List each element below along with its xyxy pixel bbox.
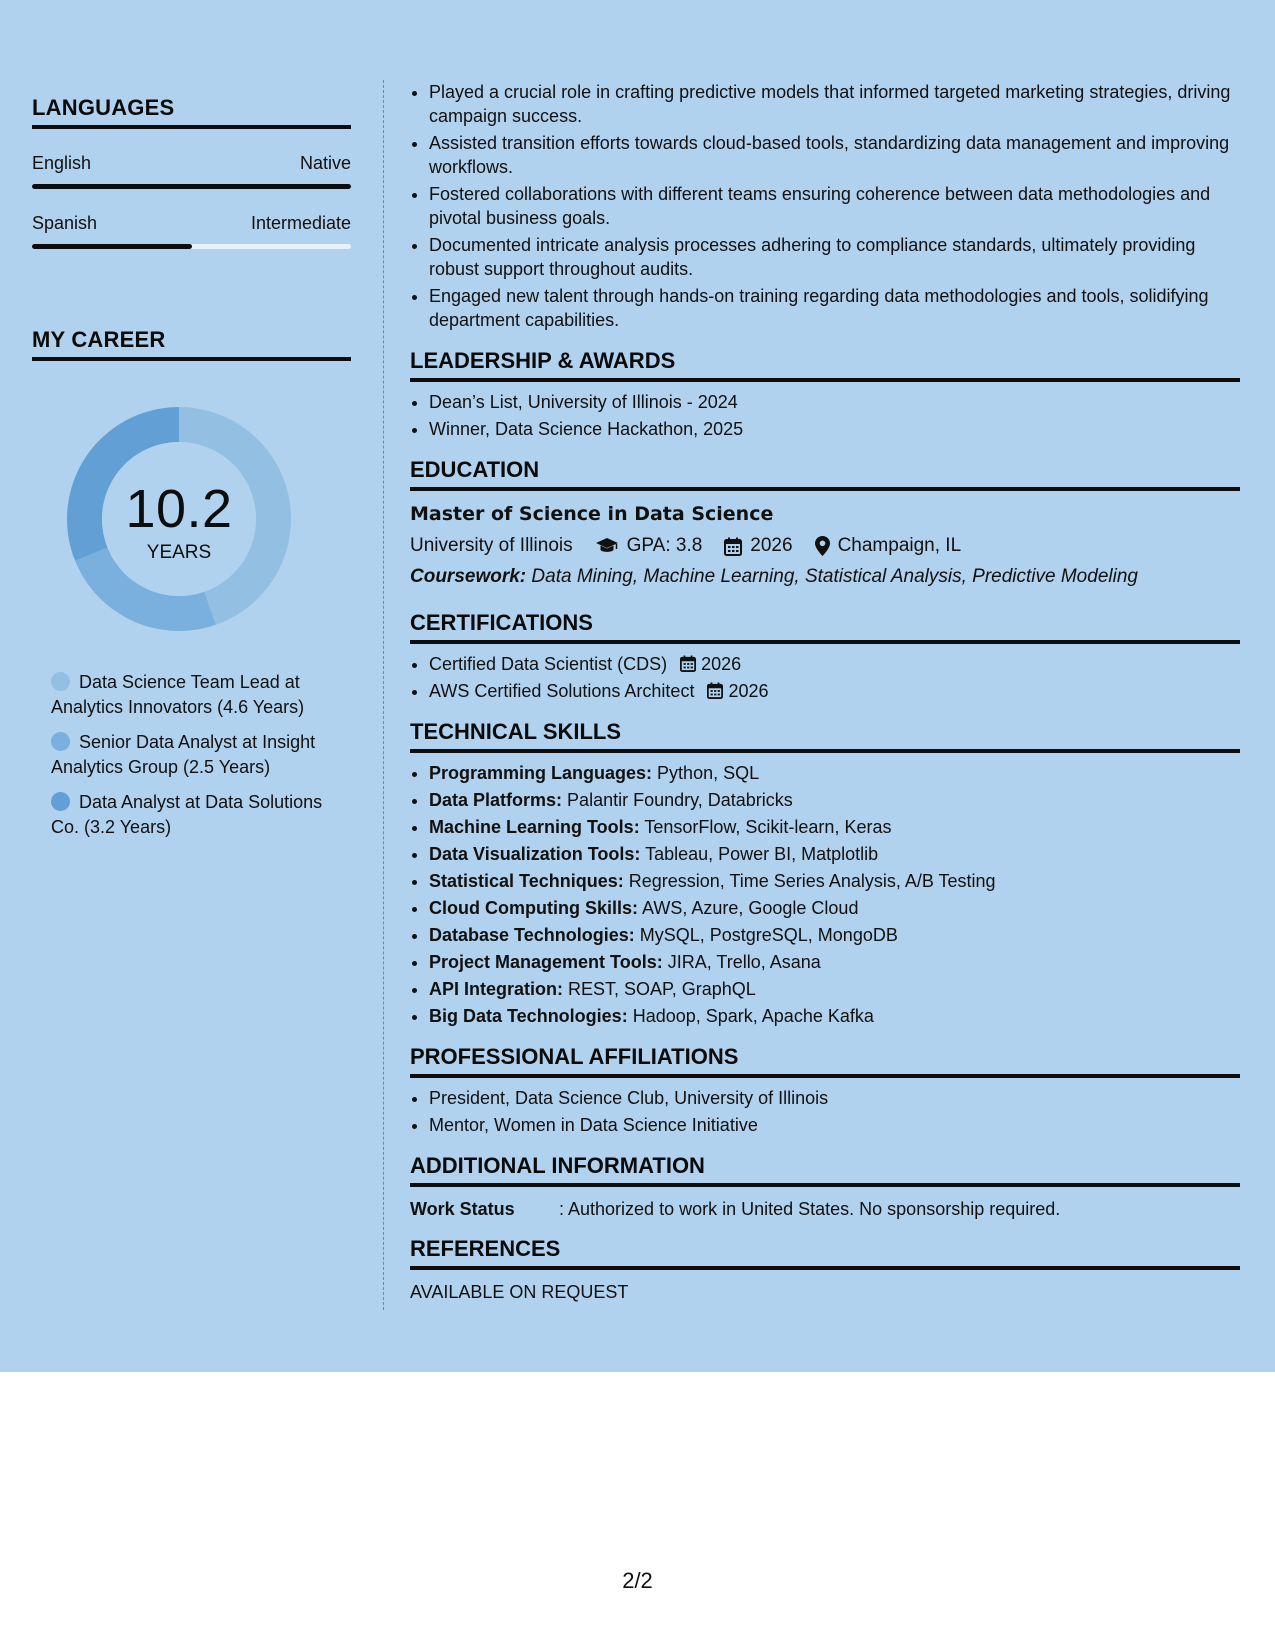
certification-year: 2026 — [728, 681, 769, 701]
skills-list — [410, 761, 1240, 1028]
legend-label: Data Science Team Lead at Analytics Innovators (4.6 Years) — [51, 672, 305, 717]
skill-label: Data Platforms: — [429, 790, 563, 810]
references-text: AVAILABLE ON REQUEST — [410, 1282, 629, 1302]
skill-item — [429, 842, 1240, 866]
coursework — [410, 566, 1240, 588]
skill-label: Big Data Technologies: — [429, 1006, 628, 1026]
skill-value: Regression, Time Series Analysis, A/B Testing — [628, 871, 996, 891]
graduation-cap-icon — [595, 537, 619, 555]
career-total-years: 10.2 — [125, 479, 233, 539]
legend-item — [51, 670, 341, 720]
career-donut-chart — [66, 406, 292, 632]
skill-value: REST, SOAP, GraphQL — [568, 979, 756, 999]
career-legend — [51, 670, 341, 840]
location-pin-icon — [815, 536, 830, 556]
affiliations-heading: PROFESSIONAL AFFILIATIONS — [410, 1044, 1240, 1078]
left-column — [32, 95, 351, 850]
skill-label: Statistical Techniques: — [429, 871, 624, 891]
legend-swatch — [51, 672, 70, 691]
language-level: Native — [299, 153, 351, 173]
page-number: 2/2 — [622, 1568, 653, 1593]
skill-item — [429, 923, 1240, 947]
certification-name: Certified Data Scientist (CDS) — [429, 654, 668, 674]
certification-name: AWS Certified Solutions Architect — [429, 681, 695, 701]
education-heading: EDUCATION — [410, 457, 1240, 491]
calendar-icon — [707, 682, 723, 699]
certifications-heading: CERTIFICATIONS — [410, 610, 1240, 644]
skill-value: AWS, Azure, Google Cloud — [642, 898, 859, 918]
language-proficiency-fill — [32, 244, 192, 249]
skill-item — [429, 896, 1240, 920]
legend-item — [51, 790, 341, 840]
additional-heading: ADDITIONAL INFORMATION — [410, 1153, 1240, 1187]
calendar-icon — [724, 537, 742, 556]
language-proficiency-bar — [32, 244, 351, 249]
skill-value: TensorFlow, Scikit-learn, Keras — [644, 817, 892, 837]
skill-value: MySQL, PostgreSQL, MongoDB — [639, 925, 898, 945]
leadership-list — [410, 390, 1240, 441]
education-location: Champaign, IL — [837, 535, 962, 556]
skill-label: API Integration: — [429, 979, 563, 999]
experience-bullet: • Engaged new talent through hands-on training regarding data methodologies and tools, solidifying department capabilities. — [429, 284, 1240, 332]
coursework-label: Coursework: — [410, 566, 527, 587]
gpa-value: GPA: 3.8 — [626, 535, 703, 556]
language-proficiency-bar — [32, 184, 351, 189]
column-divider — [383, 80, 384, 1310]
graduation-year: 2026 — [750, 535, 793, 556]
school-name: University of Illinois — [410, 535, 573, 556]
right-column — [410, 80, 1240, 1303]
skill-value: Hadoop, Spark, Apache Kafka — [632, 1006, 874, 1026]
experience-bullet: • Assisted transition efforts towards cloud-based tools, standardizing data management and improving workflows. — [429, 131, 1240, 179]
certification-item — [429, 652, 1240, 676]
experience-bullets — [410, 80, 1240, 332]
skill-label: Project Management Tools: — [429, 952, 663, 972]
legend-swatch — [51, 792, 70, 811]
work-status-label: Work Status — [410, 1199, 515, 1219]
experience-bullet: • Played a crucial role in crafting predictive models that informed targeted marketing strategies, driving campaign success. — [429, 80, 1240, 128]
skill-label: Programming Languages: — [429, 763, 653, 783]
legend-item — [51, 730, 341, 780]
affiliation-item: • President, Data Science Club, University of Illinois — [429, 1086, 1240, 1110]
references-heading: REFERENCES — [410, 1236, 1240, 1270]
affiliations-list — [410, 1086, 1240, 1137]
language-name: English — [32, 153, 92, 173]
skill-label: Data Visualization Tools: — [429, 844, 641, 864]
leadership-heading: LEADERSHIP & AWARDS — [410, 348, 1240, 382]
certification-year: 2026 — [701, 654, 742, 674]
skill-value: JIRA, Trello, Asana — [667, 952, 821, 972]
leadership-item: • Dean’s List, University of Illinois - 2024 — [429, 390, 1240, 414]
skill-value: Python, SQL — [657, 763, 760, 783]
legend-swatch — [51, 732, 70, 751]
skill-item — [429, 761, 1240, 785]
skill-label: Database Technologies: — [429, 925, 635, 945]
skill-item — [429, 815, 1240, 839]
certifications-list — [410, 652, 1240, 703]
language-proficiency-fill — [32, 184, 351, 189]
calendar-icon — [680, 655, 696, 672]
skill-item — [429, 788, 1240, 812]
legend-label: Senior Data Analyst at Insight Analytics Group (2.5 Years) — [51, 732, 316, 777]
experience-bullet: • Documented intricate analysis processes adhering to compliance standards, ultimately providing robust support throughout audits. — [429, 233, 1240, 281]
career-years-unit: YEARS — [146, 542, 212, 563]
leadership-item: • Winner, Data Science Hackathon, 2025 — [429, 417, 1240, 441]
languages-heading: LANGUAGES — [32, 95, 351, 129]
degree-title: Master of Science in Data Science — [410, 503, 774, 525]
skill-label: Cloud Computing Skills: — [429, 898, 638, 918]
certification-item — [429, 679, 1240, 703]
language-name: Spanish — [32, 213, 98, 233]
language-item — [32, 213, 351, 249]
skill-item — [429, 977, 1240, 1001]
work-status-row — [410, 1199, 1240, 1220]
skill-item — [429, 950, 1240, 974]
education-details — [410, 535, 1240, 557]
coursework-list: Data Mining, Machine Learning, Statistical Analysis, Predictive Modeling — [531, 566, 1138, 587]
affiliation-item: • Mentor, Women in Data Science Initiative — [429, 1113, 1240, 1137]
skill-label: Machine Learning Tools: — [429, 817, 640, 837]
legend-label: Data Analyst at Data Solutions Co. (3.2 Years) — [51, 792, 323, 837]
career-heading: MY CAREER — [32, 327, 351, 361]
skill-value: Tableau, Power BI, Matplotlib — [645, 844, 879, 864]
experience-bullet: • Fostered collaborations with different teams ensuring coherence between data methodologies and pivotal business goals. — [429, 182, 1240, 230]
language-item — [32, 153, 351, 189]
language-level: Intermediate — [250, 213, 351, 233]
skill-value: Palantir Foundry, Databricks — [567, 790, 793, 810]
skill-item — [429, 1004, 1240, 1028]
skills-heading: TECHNICAL SKILLS — [410, 719, 1240, 753]
work-status-value: : Authorized to work in United States. No sponsorship required. — [559, 1199, 1061, 1219]
skill-item — [429, 869, 1240, 893]
